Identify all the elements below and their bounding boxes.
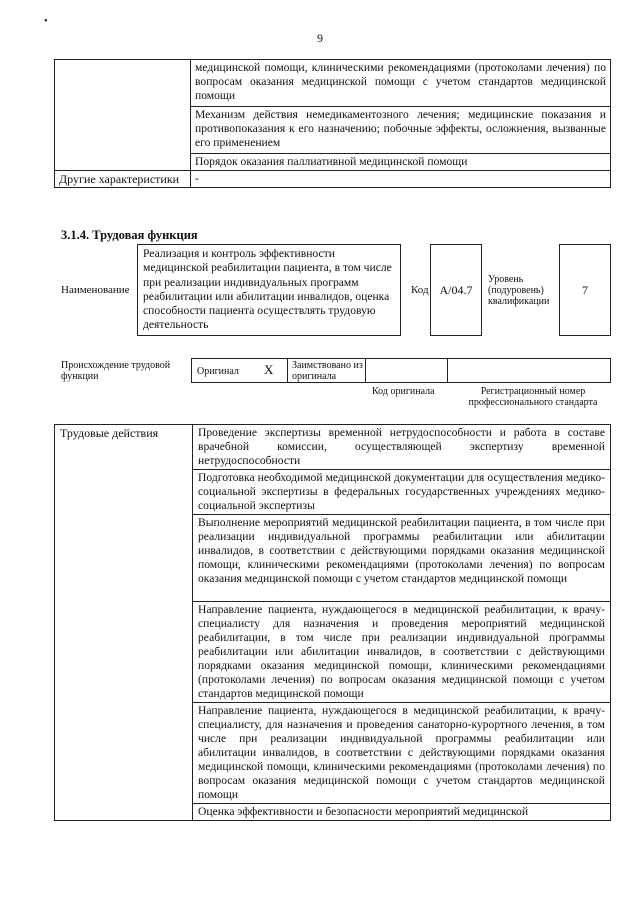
reg-number-label: Регистрационный номер профессионального стандарта	[468, 386, 598, 408]
table-cell: Порядок оказания паллиативной медицинской помощи	[191, 154, 611, 171]
table-cell: Механизм действия немедикаментозного лечения; медицинские показания и противопоказания к его назначению; побочные эффекты, осложнения, вызванные его применением	[191, 107, 611, 154]
original-label: Оригинал	[197, 366, 239, 377]
table-cell: Оценка эффективности и безопасности мероприятий медицинской	[193, 804, 611, 821]
table-cell: Подготовка необходимой медицинской документации для осуществления медико-социальной экспертизы в федеральных государственных учреждениях медико-социальной экспертизы	[193, 470, 611, 515]
table-row	[55, 425, 611, 470]
divider	[365, 358, 366, 383]
page-number: 9	[317, 31, 323, 45]
stray-mark: •	[44, 16, 48, 27]
level-value-box: 7	[559, 244, 611, 336]
code-value-box: A/04.7	[430, 244, 482, 336]
labor-actions-label: Трудовые действия	[55, 425, 193, 821]
origin-box	[191, 358, 611, 383]
row-label-other: Другие характеристики	[55, 171, 191, 188]
table-cell: Выполнение мероприятий медицинской реабилитации пациента, в том числе при реализации индивидуальной программы реабилитации или абилитации инвалидов, в соответствии с действующими порядками оказания медицинской помощи, клиническими рекомендациями (протоколами лечения) по вопросам оказания медицинской помощи с учетом стандартов медицинской помощи	[193, 515, 611, 602]
section-title: 3.1.4. Трудовая функция	[61, 228, 198, 242]
code-label: Код	[411, 284, 429, 296]
table-cell: Проведение экспертизы временной нетрудоспособности и работа в составе врачебной комиссии, осуществляющей экспертизу временной нетрудоспособности	[193, 425, 611, 470]
row-label-empty	[55, 60, 191, 171]
table-cell: медицинской помощи, клиническими рекомендациями (протоколами лечения) по вопросам оказания медицинской помощи с учетом стандартов медицинской помощи	[191, 60, 611, 107]
origin-label: Происхождение трудовой функции	[61, 360, 171, 382]
borrowed-label: Заимствовано из оригинала	[292, 360, 363, 382]
top-table	[54, 59, 611, 188]
table-cell: Направление пациента, нуждающегося в медицинской реабилитации, к врачу-специалисту для назначения и проведения мероприятий медицинской реабилитации, в том числе при реализации индивидуальной программы реабилитации или абилитации инвалидов, в соответствии с действующими порядками оказания медицинской помощи, клиническими рекомендациями (протоколами лечения) по вопросам оказания медицинской помощи с учетом стандартов медицинской помощи	[193, 602, 611, 703]
table-row	[55, 171, 611, 188]
table-cell: Направление пациента, нуждающегося в медицинской реабилитации, к врачу-специалисту, для назначения и проведения санаторно-курортного лечения, в том числе при реализации индивидуальной программы реабилитации или абилитации инвалидов, в соответствии с действующими порядками оказания медицинской помощи, клиническими рекомендациями (протоколами лечения) по вопросам оказания медицинской помощи с учетом стандартов медицинской помощи	[193, 703, 611, 804]
code-original-label: Код оригинала	[372, 386, 435, 397]
level-label: Уровень (подуровень) квалификации	[488, 274, 550, 307]
table-cell: -	[191, 171, 611, 188]
labor-actions-table	[54, 424, 611, 821]
divider	[447, 358, 448, 383]
function-name-box: Реализация и контроль эффективности медицинской реабилитации пациента, в том числе при реализации индивидуальных программ реабилитации или абилитации инвалидов, оценка способности пациента осуществлять трудовую деятельность	[137, 244, 401, 336]
name-label: Наименование	[61, 284, 130, 296]
table-row	[55, 60, 611, 107]
divider	[287, 358, 288, 383]
original-mark: X	[264, 362, 274, 377]
